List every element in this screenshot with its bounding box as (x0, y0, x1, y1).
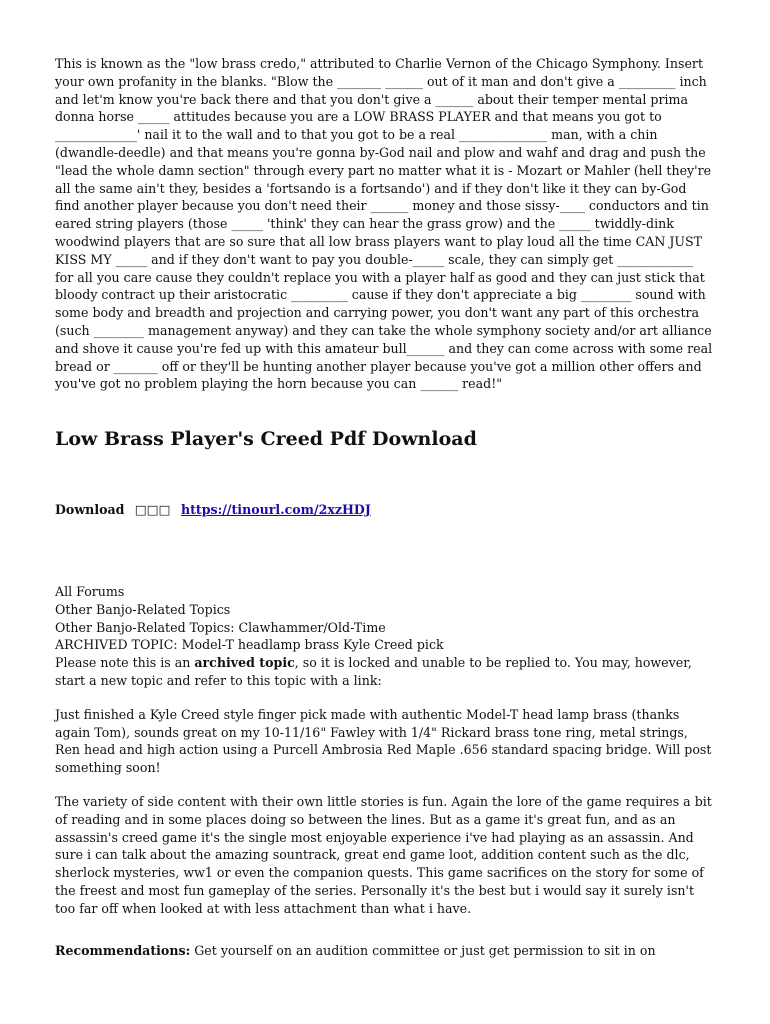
forum-section (55, 583, 715, 959)
review-paragraph: The variety of side content with their own little stories is fun. Again the lore of the game requires a bit of reading and in some places doing so between the lines. But as a game it's great fun, and as an assassin's creed game it's the single most enjoyable experience i've had playing as an assassin. And sure i can talk about the amazing sountrack, great end game loot, addition content such as the dlc, sherlock mysteries, ww1 or even the companion quests. This game sacrifices on the story for some of the freest and most fun gameplay of the series. Personally it's the best but i would say it surely isn't too far off when looked at with less attachment than what i have. (55, 793, 712, 916)
archived-notice-suffix: , so it is locked and unable to be replied to. You may, however, start a new topic and refer to this topic with a link: (55, 655, 692, 688)
download-label: Download (55, 502, 125, 517)
archived-notice-prefix: Please note this is an (55, 655, 195, 671)
page-title: Low Brass Player's Creed Pdf Download (55, 428, 477, 450)
breadcrumb-clawhammer[interactable]: Other Banjo-Related Topics: Clawhammer/Old-Time (55, 619, 386, 635)
recommendations-label: Recommendations: (55, 942, 191, 958)
archived-notice-bold: archived topic (194, 655, 295, 671)
breadcrumb-all-forums[interactable]: All Forums (55, 584, 125, 599)
recommendations-text: Get yourself on an audition committee or just get permission to sit in on (190, 942, 656, 958)
document-page (55, 55, 715, 958)
download-line (55, 501, 371, 519)
archived-notice (55, 654, 715, 690)
download-glyphs: □□□ (134, 502, 171, 517)
credo-paragraph: This is known as the "low brass credo," attributed to Charlie Vernon of the Chicago Symphony. Insert your own profanity in the blanks. "Blow the _______ ______ out of it man and don't give a _________ inch and let'm know you're back there and that you don't give a ______ about their temper mental prima donna horse _____ attitudes because you are a LOW BRASS PLAYER and that means you got to _____________' nail it to the wall and to that you got to be a real ______________ man, with a chin (dwandle-deedle) and that means you're gonna by-God nail and plow and wahf and drag and push the "lead the whole damn section" through every part no matter what it is - Mozart or Mahler (hell they're all the same ain't they, besides a 'fortsando is a fortsando') and if they don't like it they can by-God find another player because you don't need their ______ money and those sissy-____ conductors and tin eared string players (those _____ 'think' they can hear the grass grow) and the _____ twiddly-dink woodwind players that are so sure that all low brass players want to play loud all the time CAN JUST KISS MY _____ and if they don't want to pay you double-_____ scale, they can simply get ____________ for all you care cause they couldn't replace you with a player half as good and they can just stick that bloody contract up their aristocratic _________ cause if they don't appreciate a big ________ sound with some body and breadth and projection and carrying power, you don't want any part of this orchestra (such ________ management anyway) and they can take the whole symphony society and/or art alliance and shove it cause you're fed up with this amateur bull______ and they can come across with some real bread or _______ off or they'll be hunting another player because you've got a million other offers and you've got no problem playing the horn because you can ______ read!" (55, 56, 713, 392)
download-link[interactable]: https://tinourl.com/2xzHDJ (180, 502, 371, 517)
recommendations-line (55, 942, 715, 960)
post-paragraph: Just finished a Kyle Creed style finger pick made with authentic Model-T head lamp brass (thanks again Tom), sounds great on my 10-11/16" Fawley with 1/4" Rickard brass tone ring, metal strings, Ren head and high action using a Purcell Ambrosia Red Maple .656 standard spacing bridge. Will post something soon! (55, 706, 712, 776)
breadcrumb-banjo-topics[interactable]: Other Banjo-Related Topics (55, 601, 231, 617)
archived-topic-title: ARCHIVED TOPIC: Model-T headlamp brass Kyle Creed pick (55, 637, 444, 653)
